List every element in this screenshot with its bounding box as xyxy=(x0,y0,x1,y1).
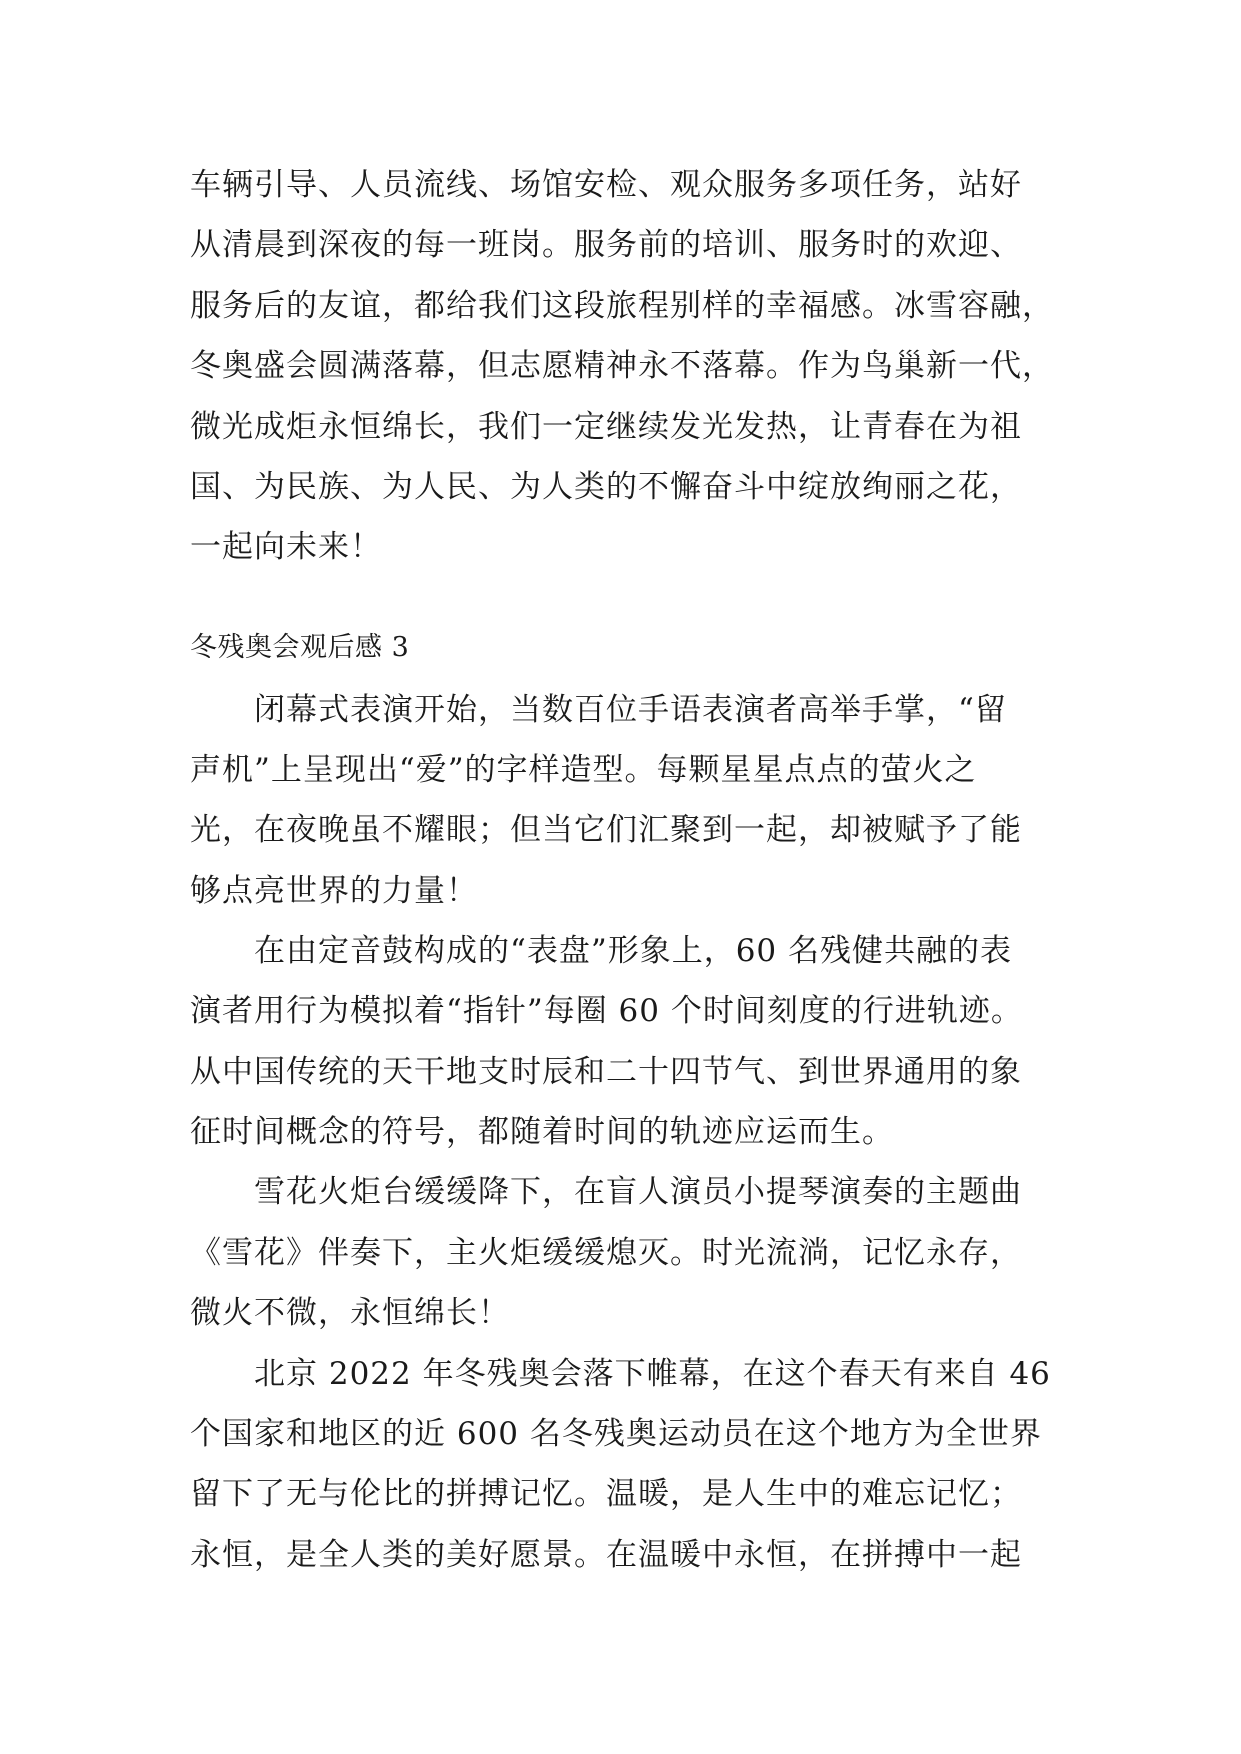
paragraph-line: 微火不微，永恒绵长！ xyxy=(190,1295,510,1331)
paragraph-line: 演者用行为模拟着“指针”每圈 60 个时间刻度的行进轨迹。 xyxy=(190,993,1023,1029)
paragraph-line: 征时间概念的符号，都随着时间的轨迹应运而生。 xyxy=(190,1114,894,1150)
paragraph-line: 光，在夜晚虽不耀眼；但当它们汇聚到一起，却被赋予了能 xyxy=(190,812,1022,848)
paragraph-line: 在由定音鼓构成的“表盘”形象上，60 名残健共融的表 xyxy=(190,933,1012,969)
paragraph-line: 声机”上呈现出“爱”的字样造型。每颗星星点点的萤火之 xyxy=(190,752,977,788)
section-title: 冬残奥会观后感 3 xyxy=(190,632,410,663)
paragraph-line: 车辆引导、人员流线、场馆安检、观众服务多项任务，站好 xyxy=(190,167,1022,203)
paragraph-line: 留下了无与伦比的拼搏记忆。温暖，是人生中的难忘记忆； xyxy=(190,1476,1022,1512)
paragraph-line: 够点亮世界的力量！ xyxy=(190,873,478,909)
paragraph-line: 服务后的友谊，都给我们这段旅程别样的幸福感。冰雪容融， xyxy=(190,288,1054,324)
paragraph-line: 从中国传统的天干地支时辰和二十四节气、到世界通用的象 xyxy=(190,1054,1022,1090)
paragraph-line: 冬奥盛会圆满落幕，但志愿精神永不落幕。作为鸟巢新一代， xyxy=(190,348,1054,384)
paragraph-line: 微光成炬永恒绵长，我们一定继续发光发热，让青春在为祖 xyxy=(190,409,1022,445)
paragraph-line: 永恒，是全人类的美好愿景。在温暖中永恒，在拼搏中一起 xyxy=(190,1537,1022,1573)
paragraph-line: 个国家和地区的近 600 名冬残奥运动员在这个地方为全世界 xyxy=(190,1416,1042,1452)
paragraph-line: 雪花火炬台缓缓降下，在盲人演员小提琴演奏的主题曲 xyxy=(190,1174,1022,1210)
paragraph-line: 《雪花》伴奏下，主火炬缓缓熄灭。时光流淌，记忆永存， xyxy=(190,1235,1022,1271)
paragraph-line: 国、为民族、为人民、为人类的不懈奋斗中绽放绚丽之花， xyxy=(190,469,1022,505)
paragraph-line: 一起向未来！ xyxy=(190,529,382,565)
paragraph-line: 北京 2022 年冬残奥会落下帷幕，在这个春天有来自 46 xyxy=(190,1356,1051,1392)
paragraph-line: 从清晨到深夜的每一班岗。服务前的培训、服务时的欢迎、 xyxy=(190,227,1022,263)
paragraph-line: 闭幕式表演开始，当数百位手语表演者高举手掌，“留 xyxy=(190,692,1007,728)
